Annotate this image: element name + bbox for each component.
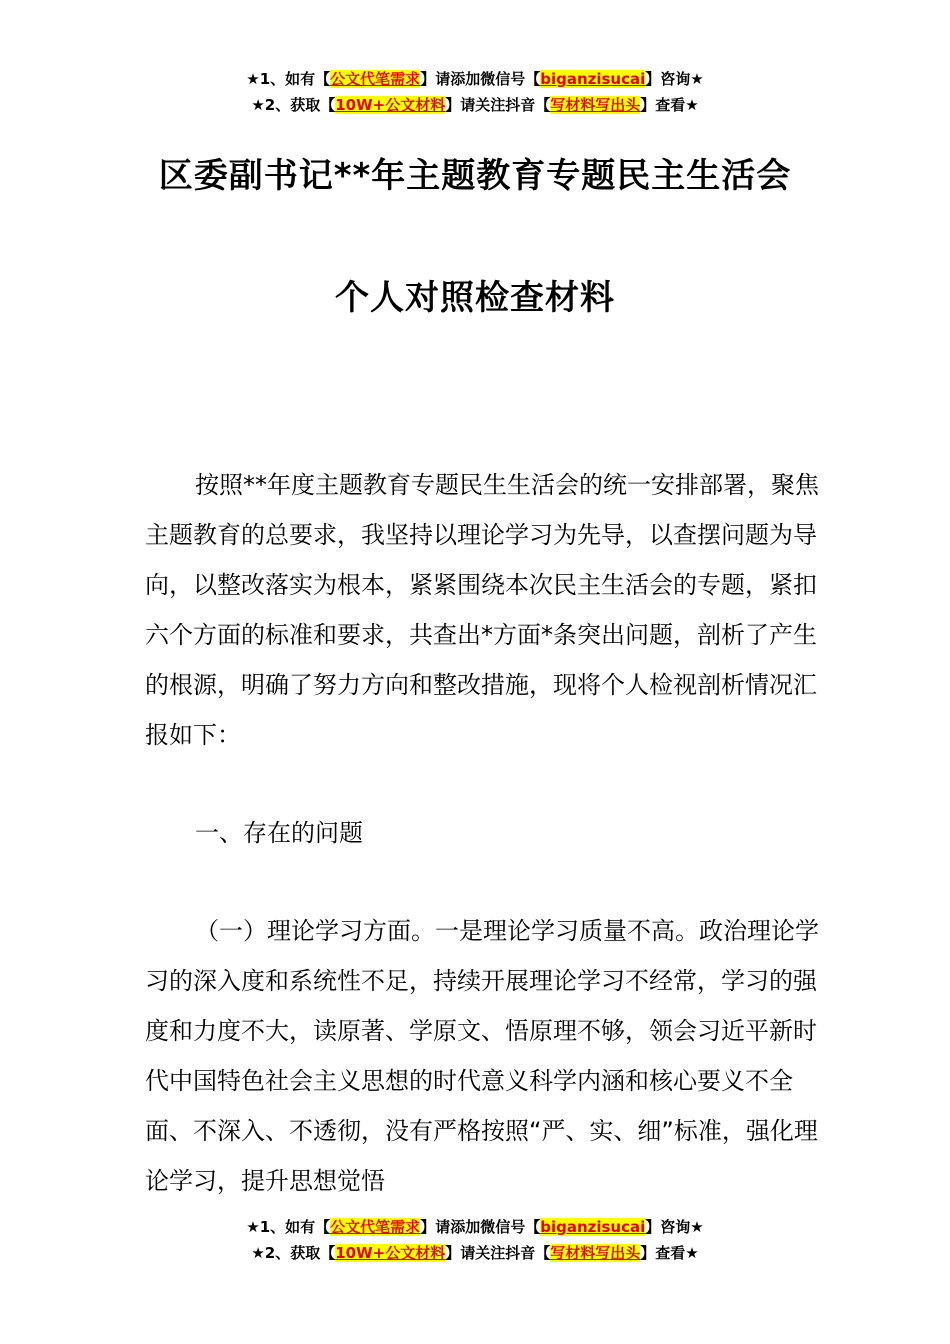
section-paragraph-text: （一）理论学习方面。一是理论学习质量不高。政治理论学习的深入度和系统性不足，持续开展理论学习不经常，学习的强度和力度不大，读原著、学原文、悟原理不够，领会习近平新时代中国特色社会主义思想的时代意义科学内涵和核心要义不全面、不深入、不透彻，没有严格按照“严、实、细”标准，强化理论学习，提升思想觉悟	[145, 917, 819, 1195]
banner-highlight: 写材料写出头	[550, 96, 641, 114]
banner-text: 】咨询★	[645, 1218, 704, 1236]
banner-line-1	[0, 66, 950, 92]
banner-text: 】咨询★	[645, 70, 704, 88]
banner-highlight: 公文代笔需求	[330, 1218, 421, 1236]
banner-text: 】请添加微信号【	[420, 70, 541, 88]
document-title-line-1: 区委副书记**年主题教育专题民主生活会	[158, 156, 792, 196]
banner-highlight: 公文代笔需求	[330, 70, 421, 88]
banner-text: ★1、如有【	[246, 1218, 331, 1236]
banner-text: 】请关注抖音【	[445, 96, 551, 114]
banner-highlight: 10W+公文材料	[335, 96, 446, 114]
top-banner	[0, 66, 950, 118]
banner-highlight: 10W+公文材料	[335, 1244, 446, 1262]
section-heading	[145, 808, 835, 858]
bottom-banner	[0, 1214, 950, 1266]
banner-text: ★2、获取【	[251, 96, 336, 114]
banner-text: ★1、如有【	[246, 70, 331, 88]
banner-highlight: biganzisucai	[540, 70, 646, 88]
banner-highlight: biganzisucai	[540, 1218, 646, 1236]
section-paragraph	[145, 906, 835, 1206]
banner-text: ★2、获取【	[251, 1244, 336, 1262]
banner-text: 】请关注抖音【	[445, 1244, 551, 1262]
intro-paragraph-text: 按照**年度主题教育专题民生生活会的统一安排部署，聚焦主题教育的总要求，我坚持以理论学习为先导，以查摆问题为导向，以整改落实为根本，紧紧围绕本次民主生活会的专题，紧扣六个方面的标准和要求，共查出*方面*条突出问题，剖析了产生的根源，明确了努力方向和整改措施，现将个人检视剖析情况汇报如下：	[145, 471, 819, 749]
intro-paragraph	[145, 460, 835, 760]
banner-text: 】请添加微信号【	[420, 1218, 541, 1236]
document-title-line-2: 个人对照检查材料	[335, 278, 615, 318]
banner-line-1	[0, 1214, 950, 1240]
section-heading-text: 一、存在的问题	[195, 819, 363, 847]
banner-line-2	[0, 92, 950, 118]
banner-line-2	[0, 1240, 950, 1266]
banner-text: 】查看★	[640, 96, 699, 114]
banner-text: 】查看★	[640, 1244, 699, 1262]
banner-highlight: 写材料写出头	[550, 1244, 641, 1262]
